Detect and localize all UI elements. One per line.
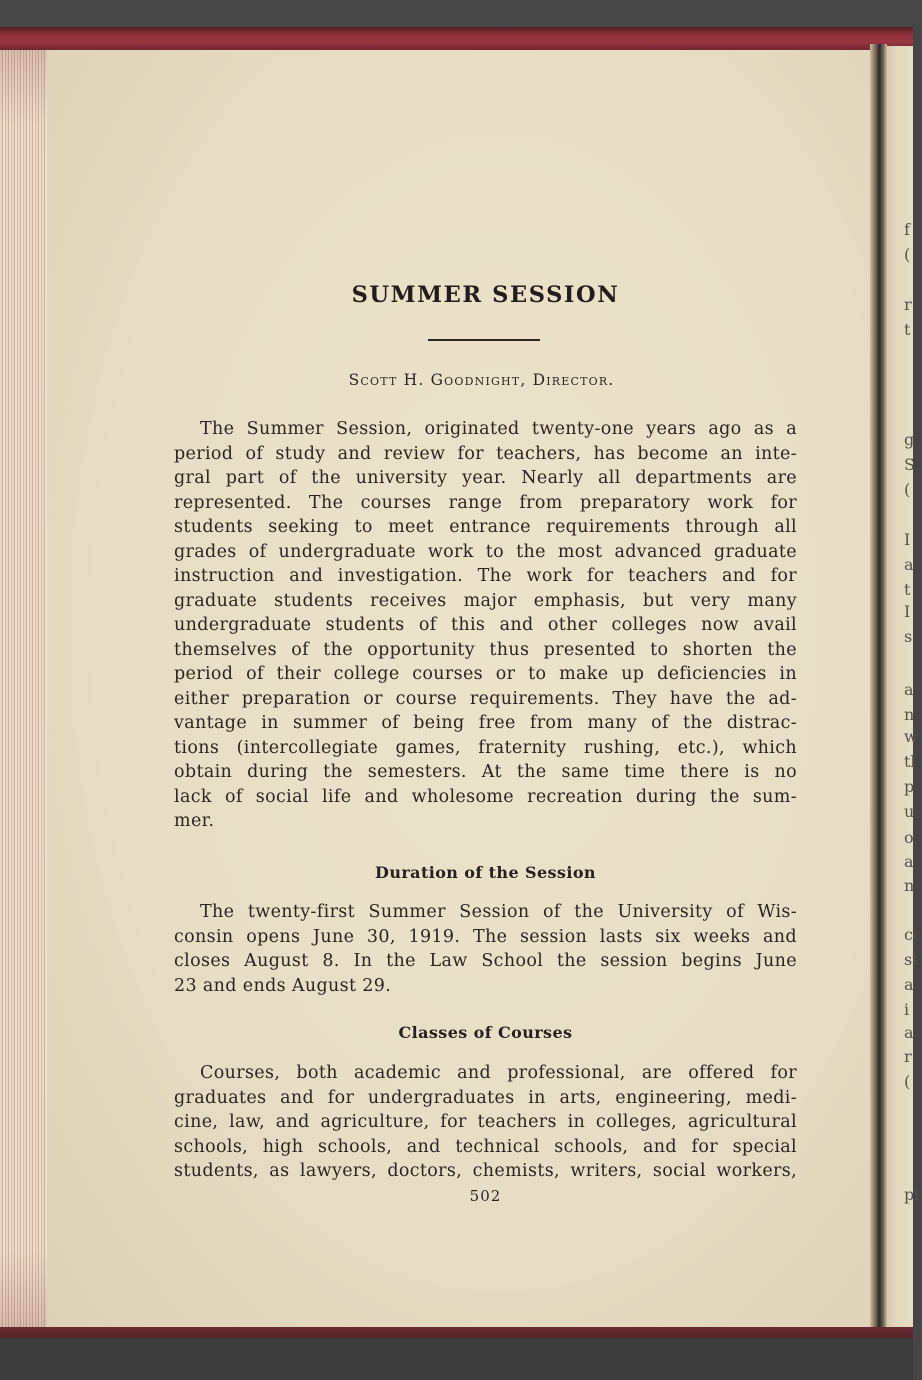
paragraph-line: The Summer Session, originated twenty-one years ago as a	[200, 419, 797, 439]
facing-page-fragment: pl	[904, 1185, 920, 1204]
facing-page-edge	[887, 46, 922, 1328]
facing-page-fragment: (	[904, 480, 911, 499]
paragraph-line: obtain during the semesters. At the same time there is no	[174, 762, 797, 782]
paragraph-line: cine, law, and agriculture, for teachers in colleges, agricultural	[174, 1112, 797, 1132]
page-title: SUMMER SESSION	[351, 282, 620, 308]
paragraph-line: students, as lawyers, doctors, chemists, writers, social workers,	[174, 1161, 797, 1181]
facing-page-fragment: a	[904, 1023, 914, 1042]
facing-page-fragment: r	[904, 295, 912, 314]
paragraph-line: period of their college courses or to make up deficiencies in	[174, 664, 797, 684]
facing-page-fragment: n	[904, 705, 915, 724]
facing-page-fragment: tl	[904, 752, 916, 771]
classes-paragraph	[174, 1061, 797, 1184]
facing-page-fragment: (	[904, 245, 911, 264]
bottom-binding-edge	[0, 1327, 913, 1338]
facing-page-fragment: w	[904, 727, 918, 746]
facing-page-fragment: a	[904, 975, 914, 994]
facing-page-fragment: t	[904, 580, 911, 599]
facing-page-fragment: n	[904, 876, 915, 895]
paragraph-line: themselves of the opportunity thus presented to shorten the	[174, 639, 797, 660]
facing-page-fragment: f	[904, 220, 910, 239]
paragraph-line: either preparation or course requirements. They have the ad-	[174, 688, 797, 709]
facing-page-fragment: r	[904, 1047, 912, 1066]
facing-page-fragment: s	[904, 627, 913, 646]
top-binding-edge	[0, 27, 913, 51]
paragraph-line: students seeking to meet entrance requirements through all	[174, 517, 797, 537]
paragraph-line: mer.	[174, 811, 215, 831]
paragraph-line: closes August 8. In the Law School the session begins June	[174, 951, 797, 971]
paragraph-line: lack of social life and wholesome recreation during the sum-	[174, 786, 797, 807]
facing-page-fragment: S	[904, 455, 915, 474]
facing-page-fragment: (	[904, 1072, 911, 1091]
scan-background-bottom	[0, 1338, 913, 1380]
paragraph-line: period of study and review for teachers, has become an inte-	[174, 443, 797, 464]
facing-page-fragment: I	[904, 602, 911, 621]
facing-page-fragment: a	[904, 852, 914, 871]
facing-page-fragment: o	[904, 828, 914, 847]
gutter-shadow	[870, 44, 887, 1330]
title-rule	[428, 339, 540, 341]
section-heading-classes: Classes of Courses	[398, 1023, 573, 1042]
duration-paragraph	[174, 900, 797, 998]
paragraph-line: instruction and investigation. The work for teachers and for	[174, 566, 797, 586]
facing-page-fragment: u	[904, 802, 915, 821]
facing-page-fragment: cc	[904, 925, 922, 944]
stacked-page-edges	[0, 50, 47, 1327]
facing-page-fragment: st	[904, 950, 919, 969]
page-number: 502	[469, 1187, 502, 1205]
facing-page-fragment: i	[904, 1000, 910, 1019]
facing-page-fragment: t	[904, 320, 911, 339]
facing-page-fragment: I	[904, 530, 911, 549]
paragraph-line: graduates and for undergraduates in arts, engineering, medi-	[174, 1087, 797, 1108]
paragraph-line: graduate students receives major emphasis, but very many	[174, 590, 797, 611]
facing-page-fragment: g	[904, 430, 915, 449]
paragraph-line: undergraduate students of this and other colleges now avail	[174, 615, 797, 635]
paragraph-line: vantage in summer of being free from many of the distrac-	[174, 713, 797, 733]
paragraph-line: schools, high schools, and technical schools, and for special	[174, 1136, 797, 1157]
paragraph-line: 23 and ends August 29.	[174, 975, 392, 996]
paragraph-line: tions (intercollegiate games, fraternity rushing, etc.), which	[174, 737, 797, 758]
facing-page-fragment: p	[904, 777, 915, 796]
paragraph-line: grades of undergraduate work to the most advanced graduate	[174, 541, 797, 562]
paragraph-line: The twenty-first Summer Session of the University of Wis-	[200, 902, 797, 922]
paragraph-line: Courses, both academic and professional, are offered for	[200, 1063, 797, 1083]
paragraph-line: consin opens June 30, 1919. The session lasts six weeks and	[174, 926, 797, 947]
paragraph-line: represented. The courses range from preparatory work for	[174, 492, 797, 513]
paragraph-line: gral part of the university year. Nearly all departments are	[174, 468, 797, 488]
facing-page-fragment: a	[904, 680, 914, 699]
intro-paragraph	[174, 417, 797, 834]
facing-page-fragment: a	[904, 555, 914, 574]
byline: Scott H. Goodnight, Director.	[348, 371, 615, 389]
section-heading-duration: Duration of the Session	[375, 863, 596, 882]
